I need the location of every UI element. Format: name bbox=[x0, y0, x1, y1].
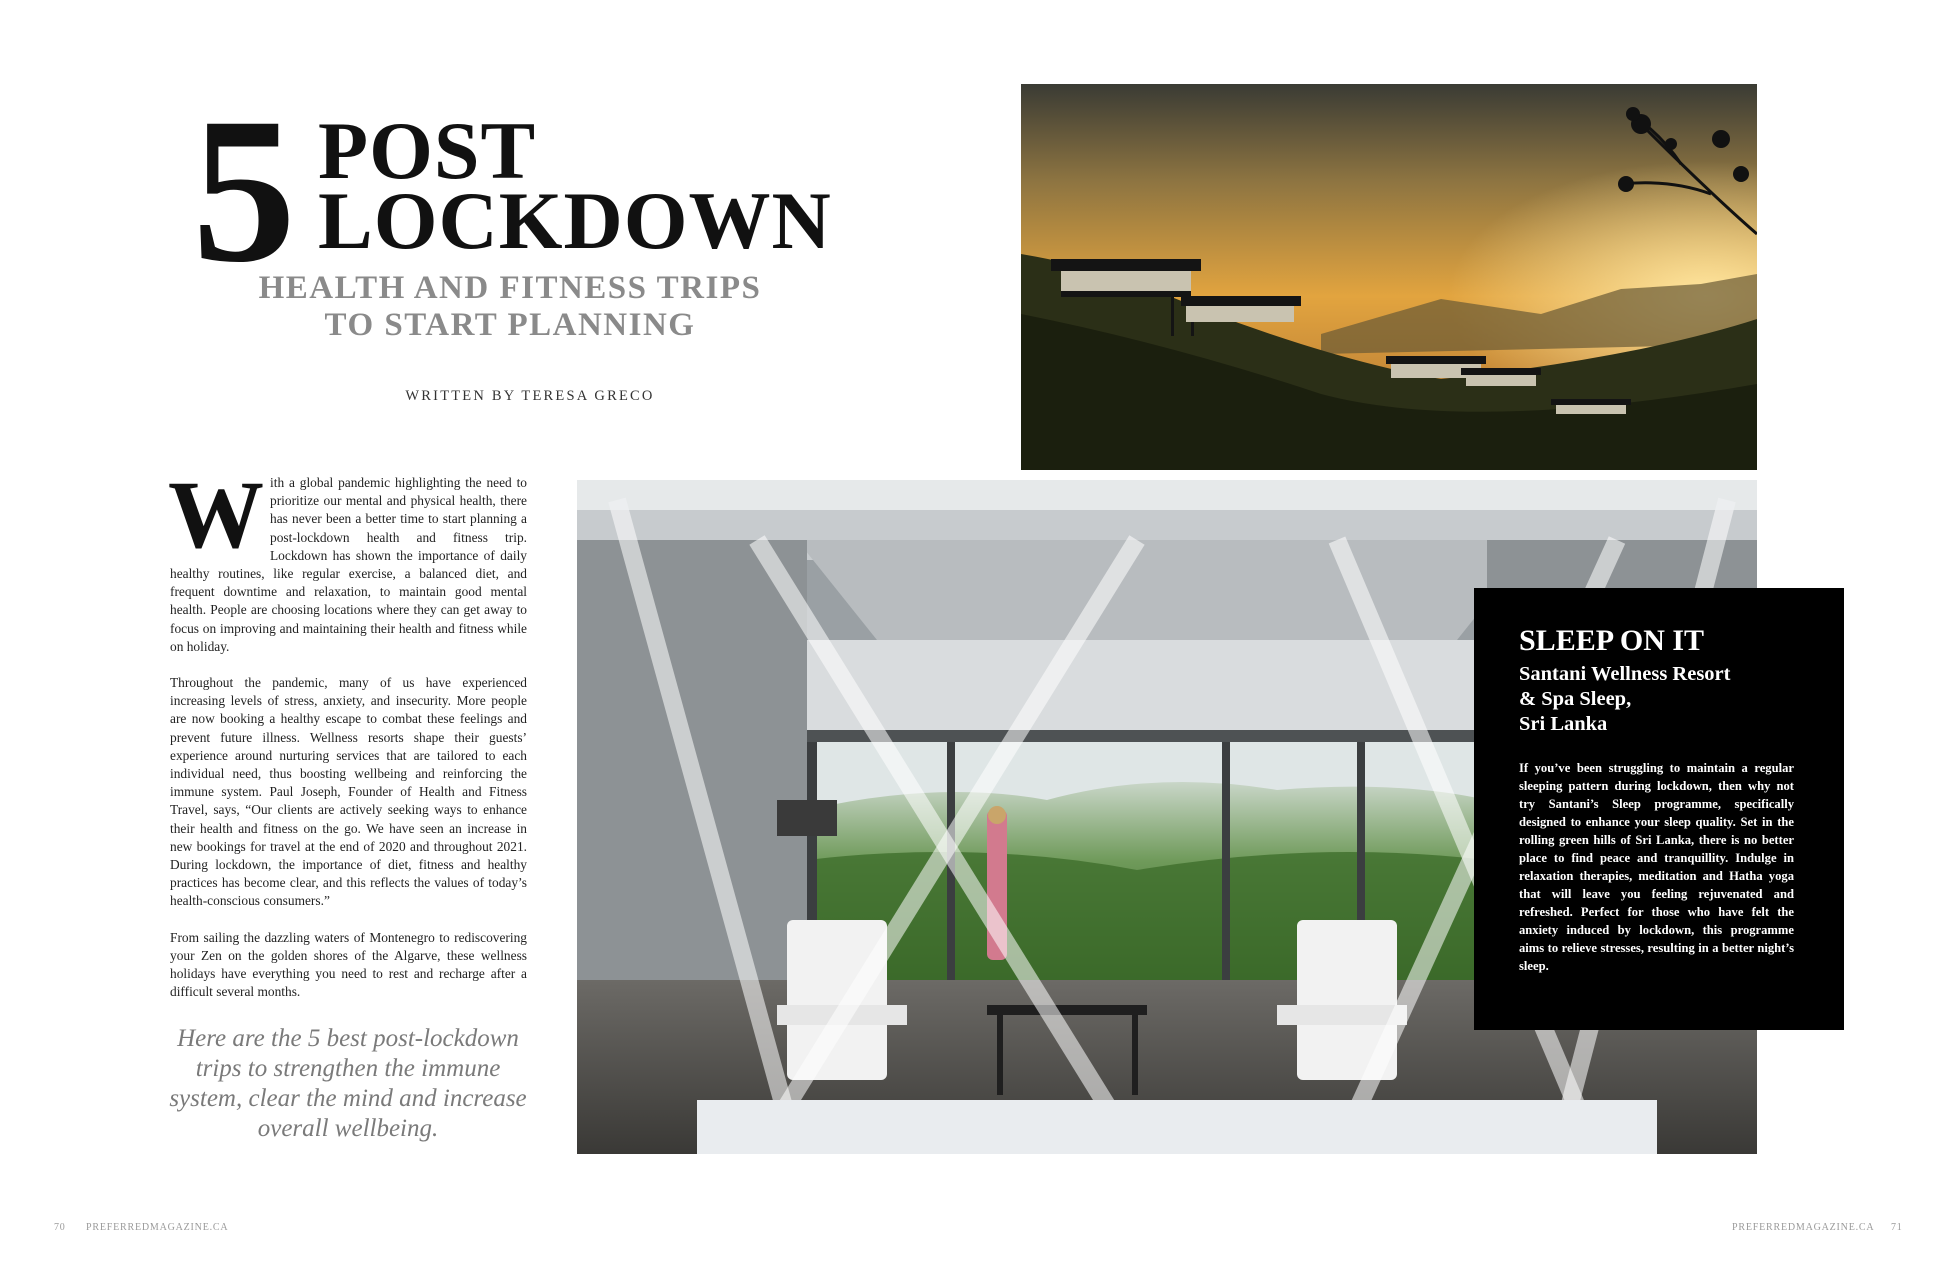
page-number-left: 70 bbox=[54, 1222, 66, 1233]
paragraph-1 bbox=[168, 461, 527, 656]
subtitle-line-2: TO START PLANNING bbox=[324, 307, 696, 343]
sidebar-subheading-line-3: Sri Lanka bbox=[1519, 713, 1608, 735]
sidebar-heading: SLEEP ON IT bbox=[1519, 624, 1705, 657]
article-body bbox=[168, 461, 527, 1019]
headline-line-2: LOCKDOWN bbox=[318, 175, 832, 266]
drop-cap: W bbox=[168, 461, 264, 568]
pull-quote: Here are the 5 best post-lockdown trips to strengthen the immune system, clear the mind and increase overall wellbeing. bbox=[169, 1025, 527, 1142]
site-url-left: PREFERREDMAGAZINE.CA bbox=[86, 1222, 229, 1233]
sidebar-subheading-line-1: Santani Wellness Resort bbox=[1519, 663, 1731, 685]
paragraph-3: From sailing the dazzling waters of Montenegro to rediscovering your Zen on the golden shores of the Algarve, these wellness holidays have everything you need to rest and recharge after a difficult several months. bbox=[170, 929, 527, 1000]
paragraph-2: Throughout the pandemic, many of us have experienced increasing levels of stress, anxiety, and insecurity. More people are now booking a healthy escape to combat these feelings and prevent future illness. Wellness resorts shape their guests’ experience around nurturing services that are tailored to each individual need, thus boosting wellbeing and reinforcing the immune system. Paul Joseph, Founder of Health and Fitness Travel, says, “Our clients are actively seeking ways to enhance their health and fitness on the go. We have seen an increase in new bookings for travel at the end of 2020 and throughout 2021. During lockdown, the importance of diet, fitness and healthy practices has become clear, and this reflects the values of today’s health-conscious consumers.” bbox=[170, 675, 527, 909]
sidebar-subheading-line-2: & Spa Sleep, bbox=[1519, 688, 1632, 710]
sunset-hillside-illustration bbox=[1021, 84, 1757, 470]
subtitle bbox=[180, 270, 840, 344]
sidebar-box bbox=[1474, 588, 1844, 1030]
page-number-right: 71 bbox=[1891, 1222, 1903, 1233]
sidebar-subheading bbox=[1519, 662, 1794, 737]
sunset-hillside-photo bbox=[1021, 84, 1757, 470]
subtitle-line-1: HEALTH AND FITNESS TRIPS bbox=[258, 270, 762, 306]
byline: WRITTEN BY TERESA GRECO bbox=[405, 388, 655, 404]
site-url-right: PREFERREDMAGAZINE.CA bbox=[1732, 1222, 1875, 1233]
headline-number: 5 bbox=[192, 75, 292, 305]
headline-line-1: POST bbox=[318, 105, 537, 196]
sidebar-text: If you’ve been struggling to maintain a regular sleeping pattern during lockdown, then why not try Santani’s Sleep programme, specifically designed to enhance your sleep quality. Set in the rolling green hills of Sri Lanka, there is no better place to find peace and tranquillity. Indulge in relaxation therapies, meditation and Hatha yoga that will leave you feeling rejuvenated and refreshed. Perfect for those who have felt the anxiety induced by lockdown, this programme aims to relieve stresses, resulting in a better night’s sleep. bbox=[1519, 761, 1794, 973]
paragraph-1-text: ith a global pandemic highlighting the need to prioritize our mental and physical health, there has never been a better time to start planning a post-lockdown health and fitness trip. Lockdown has shown the importance of daily healthy routines, like regular exercise, a balanced diet, and frequent downtime and relaxation, to maintain good mental health. People are choosing locations where they can get away to focus on improving and maintaining their health and fitness while on holiday. bbox=[170, 475, 527, 654]
